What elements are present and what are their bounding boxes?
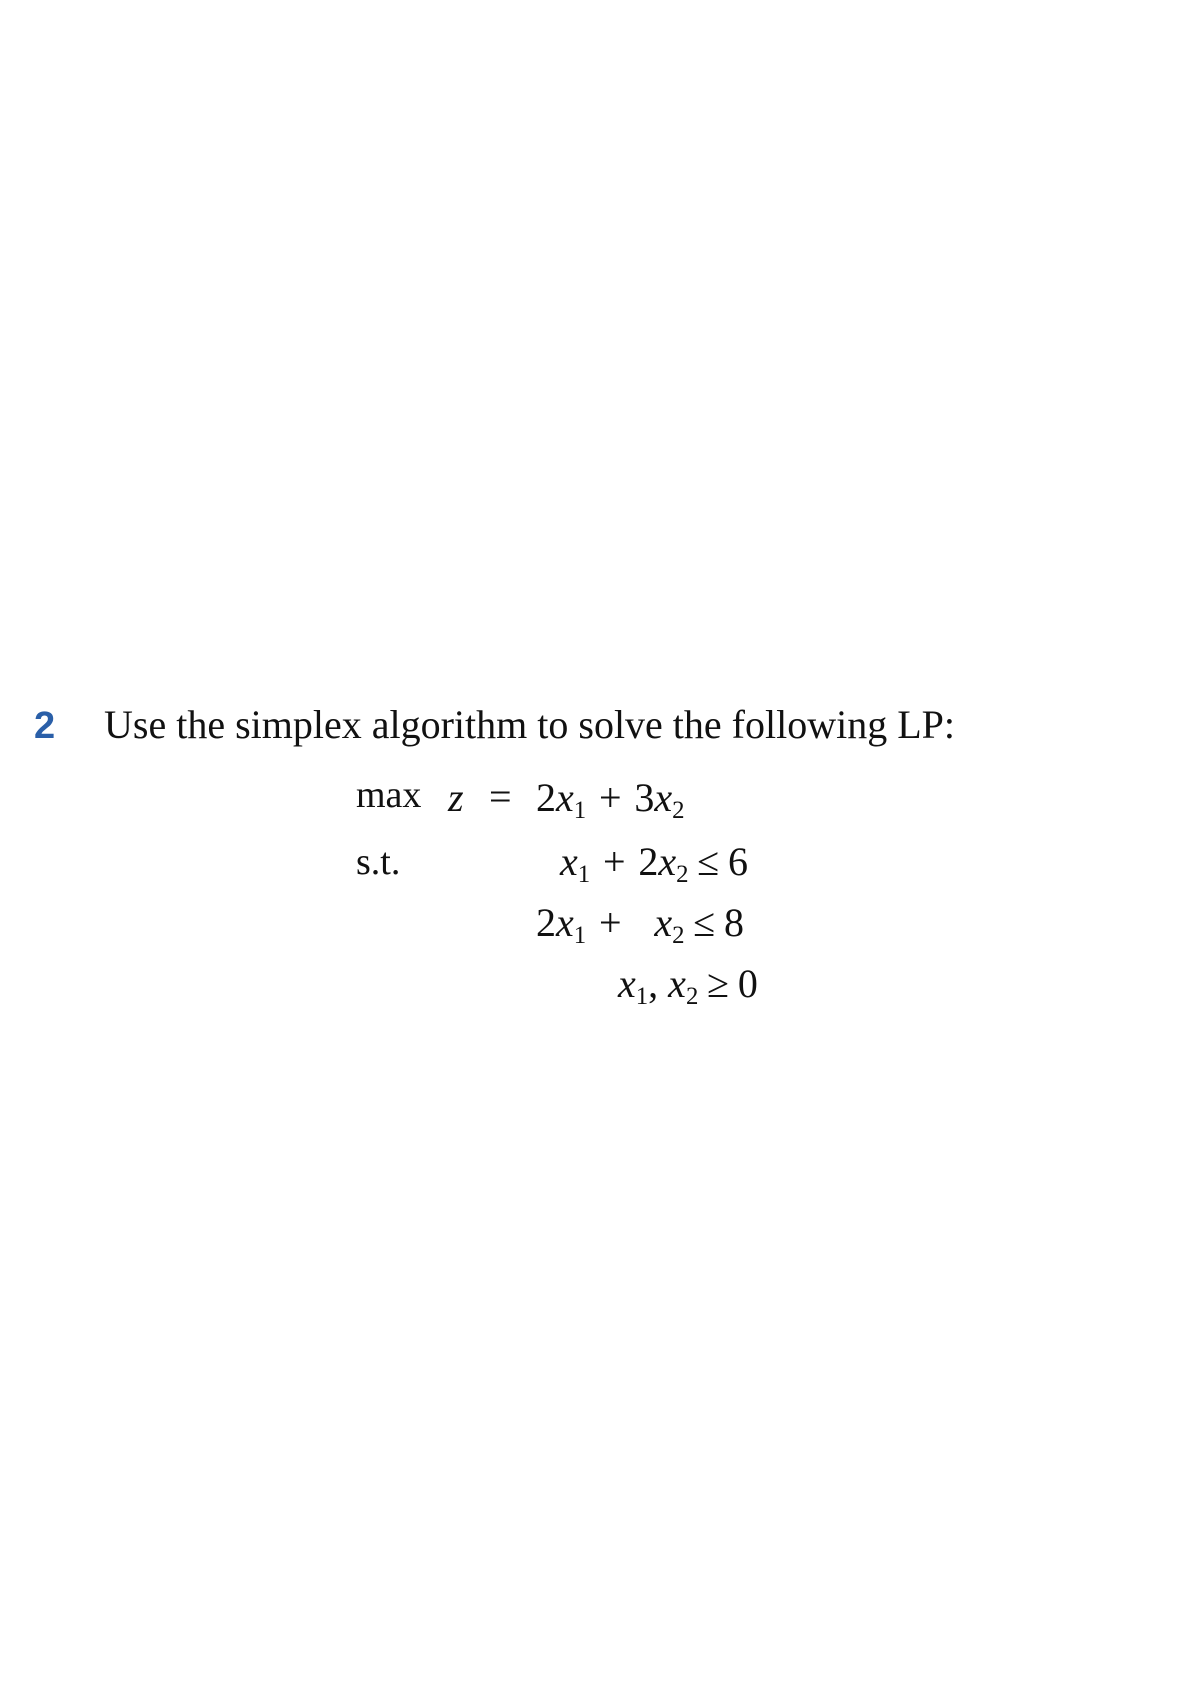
problem-number: 2: [34, 705, 56, 747]
objective-sense: max: [356, 774, 422, 816]
nonnegativity-constraint: $x_1$, $x_2 \ge 0$: [618, 961, 758, 1010]
subject-to-label: s.t.: [356, 841, 401, 883]
constraint-2: $2x_1 + x_2 \le 8$: [536, 900, 745, 949]
problem-statement: Use the simplex algorithm to solve the following LP:: [104, 702, 956, 747]
objective-variable: z: [448, 775, 464, 820]
objective-expression: $2x_1 + 3x_2$: [536, 775, 685, 824]
constraint-1: $x_1 + 2x_2 \le 6$: [560, 839, 749, 888]
objective-equals: =: [489, 774, 512, 819]
